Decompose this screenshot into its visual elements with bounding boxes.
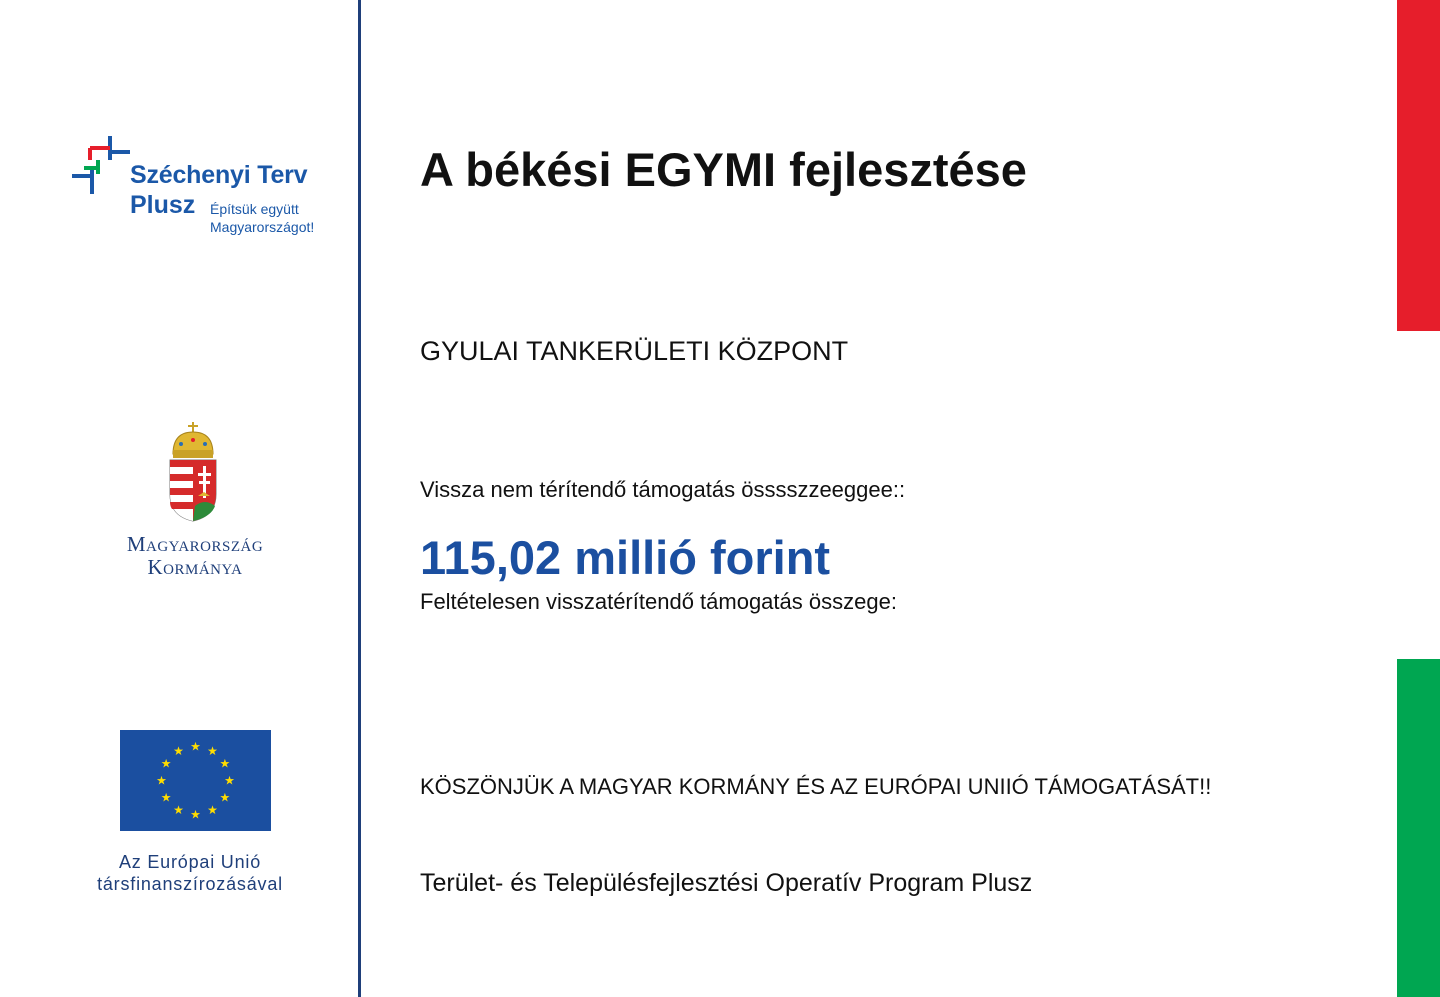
eu-star-icon: ★ xyxy=(190,739,201,754)
logo-plusz: Plusz xyxy=(130,191,196,219)
project-title: A békési EGYMI fejlesztése xyxy=(420,143,1027,196)
government-name-line1: Magyarország xyxy=(126,532,264,556)
eu-star-icon: ★ xyxy=(207,802,218,817)
logo-slogan-line1: Építsük együtt xyxy=(210,201,299,217)
logo-slogan-line2: Magyarországot! xyxy=(210,219,315,235)
grant-label: Vissza nem térítendő támogatás össsszzeeggee:: xyxy=(420,477,906,502)
eu-flag-icon xyxy=(120,730,271,831)
eu-star-icon: ★ xyxy=(207,744,218,759)
coat-of-arms-icon xyxy=(165,420,221,524)
government-name xyxy=(90,533,300,579)
eu-star-icon: ★ xyxy=(160,756,172,771)
government-name-line2: Kormánya xyxy=(147,555,243,579)
eu-star-icon: ★ xyxy=(190,807,201,822)
szechenyi-logo xyxy=(70,134,330,244)
eu-star-icon: ★ xyxy=(173,744,184,759)
eu-cofinancing-text xyxy=(70,851,310,895)
refundable-grant-label: Feltételesen visszatérítendő támogatás összege: xyxy=(420,589,897,614)
eu-star-icon: ★ xyxy=(219,790,231,805)
program-name: Terület- és Településfejlesztési Operatív Program Plusz xyxy=(420,869,1033,897)
szechenyi-cross-icon xyxy=(70,134,132,196)
logo-title: Széchenyi Terv xyxy=(130,161,308,189)
grant-amount: 115,02 millió forint xyxy=(420,531,831,584)
flag-stripe-red xyxy=(1397,0,1440,331)
thanks-text: KÖSZÖNJÜK A MAGYAR KORMÁNY ÉS AZ EURÓPAI UNIIÓ TÁMOGATÁSÁT!! xyxy=(420,774,1212,799)
eu-star-icon: ★ xyxy=(160,790,172,805)
flag-stripe-green xyxy=(1397,659,1440,997)
eu-text-line1: Az Európai Unió xyxy=(118,852,262,872)
eu-star-icon: ★ xyxy=(224,773,235,788)
beneficiary-name: GYULAI TANKERÜLETI KÖZPONT xyxy=(420,336,849,366)
eu-star-icon: ★ xyxy=(173,802,184,817)
eu-star-icon: ★ xyxy=(156,773,167,788)
eu-text-line2: társfinanszírozásával xyxy=(97,874,283,894)
eu-star-icon: ★ xyxy=(219,756,231,771)
vertical-divider xyxy=(358,0,361,997)
